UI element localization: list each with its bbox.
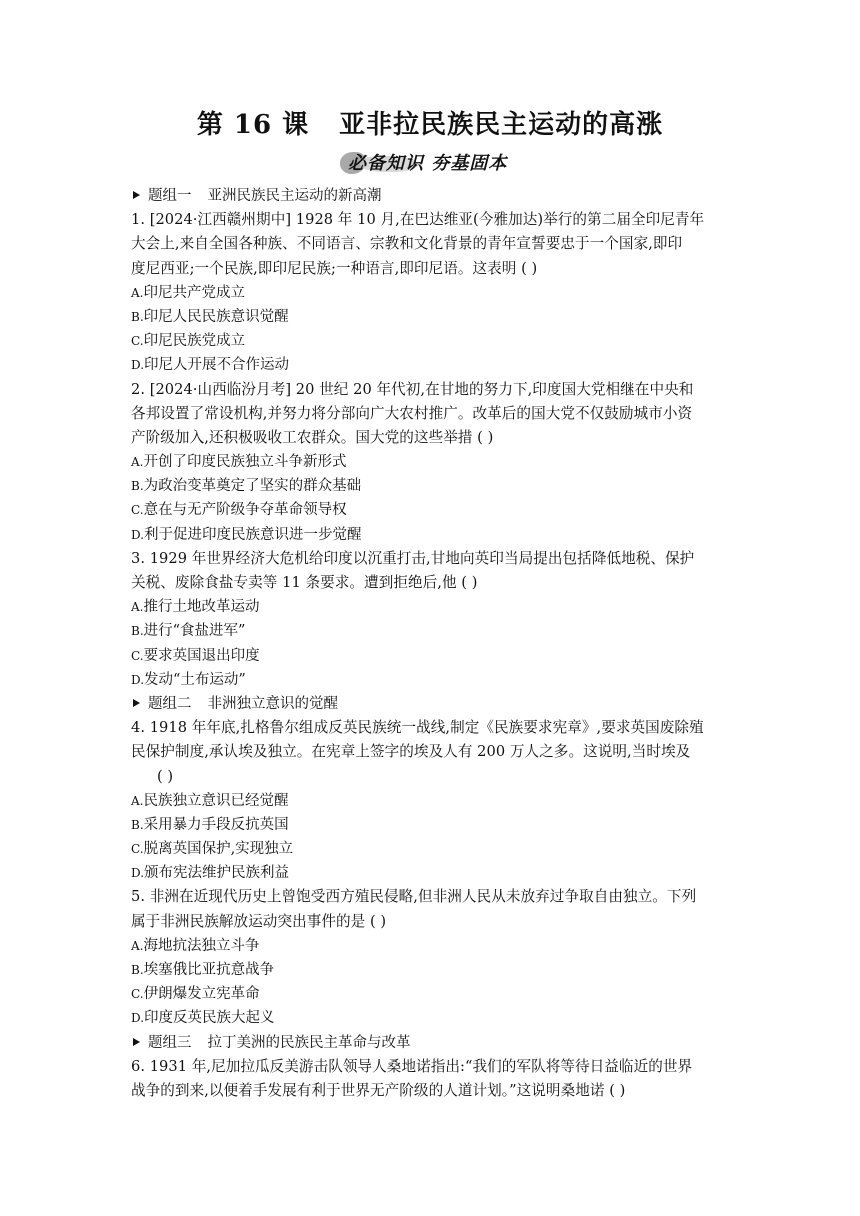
question-text: 5. 非洲在近现代历史上曾饱受西方殖民侵略,但非洲人民从未放弃过争取自由独立。下列 bbox=[131, 888, 697, 906]
lesson-number: 第 16 课 bbox=[196, 110, 310, 140]
option-a: A.开创了印度民族独立斗争新形式 bbox=[131, 454, 347, 471]
triangle-bullet-icon bbox=[133, 699, 140, 707]
question-3 bbox=[131, 547, 731, 692]
option-c: C.要求英国退出印度 bbox=[131, 647, 260, 664]
question-text: 3. 1929 年世界经济大危机给印度以沉重打击,甘地向英印当局提出包括降低地税、保护 bbox=[131, 549, 695, 567]
question-4 bbox=[131, 716, 731, 885]
question-text: 属于非洲民族解放运动突出事件的是 ( ) bbox=[131, 912, 387, 930]
question-6 bbox=[131, 1055, 731, 1103]
question-list bbox=[131, 184, 731, 1103]
question-text: 2. [2024·山西临汾月考] 20 世纪 20 年代初,在甘地的努力下,印度国大党相继在中央和 bbox=[131, 380, 694, 398]
option-c: C.脱离英国保护,实现独立 bbox=[131, 841, 294, 858]
option-b: B.采用暴力手段反抗英国 bbox=[131, 816, 289, 833]
question-5 bbox=[131, 885, 731, 1030]
option-b: B.印尼人民民族意识觉醒 bbox=[131, 308, 289, 325]
option-d: D.印尼人开展不合作运动 bbox=[131, 357, 290, 374]
option-d: D.颁布宪法维护民族利益 bbox=[131, 865, 290, 882]
option-a: A.印尼共产党成立 bbox=[131, 284, 245, 301]
triangle-bullet-icon bbox=[133, 191, 140, 199]
option-a: A.民族独立意识已经觉醒 bbox=[131, 792, 289, 809]
lesson-title bbox=[0, 104, 860, 141]
option-c: C.印尼民族党成立 bbox=[131, 333, 246, 350]
question-text: ( ) bbox=[157, 767, 174, 785]
question-text: 民保护制度,承认埃及独立。在宪章上签字的埃及人有 200 万人之多。这说明,当时埃及 bbox=[131, 743, 691, 761]
option-d: D.利于促进印度民族意识进一步觉醒 bbox=[131, 526, 362, 543]
section-banner-text: 必备知识 夯基固本 bbox=[348, 153, 508, 174]
option-b: B.埃塞俄比亚抗意战争 bbox=[131, 962, 275, 978]
option-b: B.为政治变革奠定了坚实的群众基础 bbox=[131, 478, 362, 495]
question-text: 1. [2024·江西赣州期中] 1928 年 10 月,在巴达维亚(今雅加达)举行的第二届全印尼青年 bbox=[131, 211, 705, 229]
triangle-bullet-icon bbox=[133, 1038, 140, 1046]
question-text: 战争的到来,以便着手发展有利于世界无产阶级的人道计划。”这说明桑地诺 ( ) bbox=[131, 1081, 626, 1099]
option-d: D.印度反英民族大起义 bbox=[131, 1010, 275, 1027]
question-2 bbox=[131, 378, 731, 547]
question-text: 关税、废除食盐专卖等 11 条要求。遭到拒绝后,他 ( ) bbox=[131, 574, 478, 591]
section-banner bbox=[340, 146, 530, 176]
group-heading-1: 题组一 亚洲民族民主运动的新高潮 bbox=[131, 184, 731, 208]
question-text: 大会上,来自全国各种族、不同语言、宗教和文化背景的青年宣誓要忠于一个国家,即印 bbox=[131, 235, 683, 253]
question-text: 6. 1931 年,尼加拉瓜反美游击队领导人桑地诺指出:“我们的军队将等待日益临近的世界 bbox=[131, 1057, 693, 1075]
question-text: 各邦设置了常设机构,并努力将分部向广大农村推广。改革后的国大党不仅鼓励城市小资 bbox=[131, 404, 693, 422]
option-b: B.进行“食盐进军” bbox=[131, 623, 246, 640]
group-heading-3: 题组三 拉丁美洲的民族民主革命与改革 bbox=[131, 1031, 731, 1055]
question-1 bbox=[131, 208, 731, 377]
question-text: 产阶级加入,还积极吸收工农群众。国大党的这些举措 ( ) bbox=[131, 428, 494, 446]
option-a: A.海地抗法独立斗争 bbox=[131, 937, 260, 954]
lesson-topic: 亚非拉民族民主运动的高涨 bbox=[339, 110, 664, 140]
option-d: D.发动“土布运动” bbox=[131, 671, 246, 688]
question-text: 度尼西亚;一个民族,即印尼民族;一种语言,即印尼语。这表明 ( ) bbox=[131, 259, 538, 277]
option-a: A.推行土地改革运动 bbox=[131, 599, 260, 616]
option-c: C.意在与无产阶级争夺革命领导权 bbox=[131, 502, 347, 519]
group-heading-2: 题组二 非洲独立意识的觉醒 bbox=[131, 692, 731, 716]
question-text: 4. 1918 年年底,扎格鲁尔组成反英民族统一战线,制定《民族要求宪章》,要求英国废除殖 bbox=[131, 719, 704, 737]
option-c: C.伊朗爆发立宪革命 bbox=[131, 986, 260, 1003]
